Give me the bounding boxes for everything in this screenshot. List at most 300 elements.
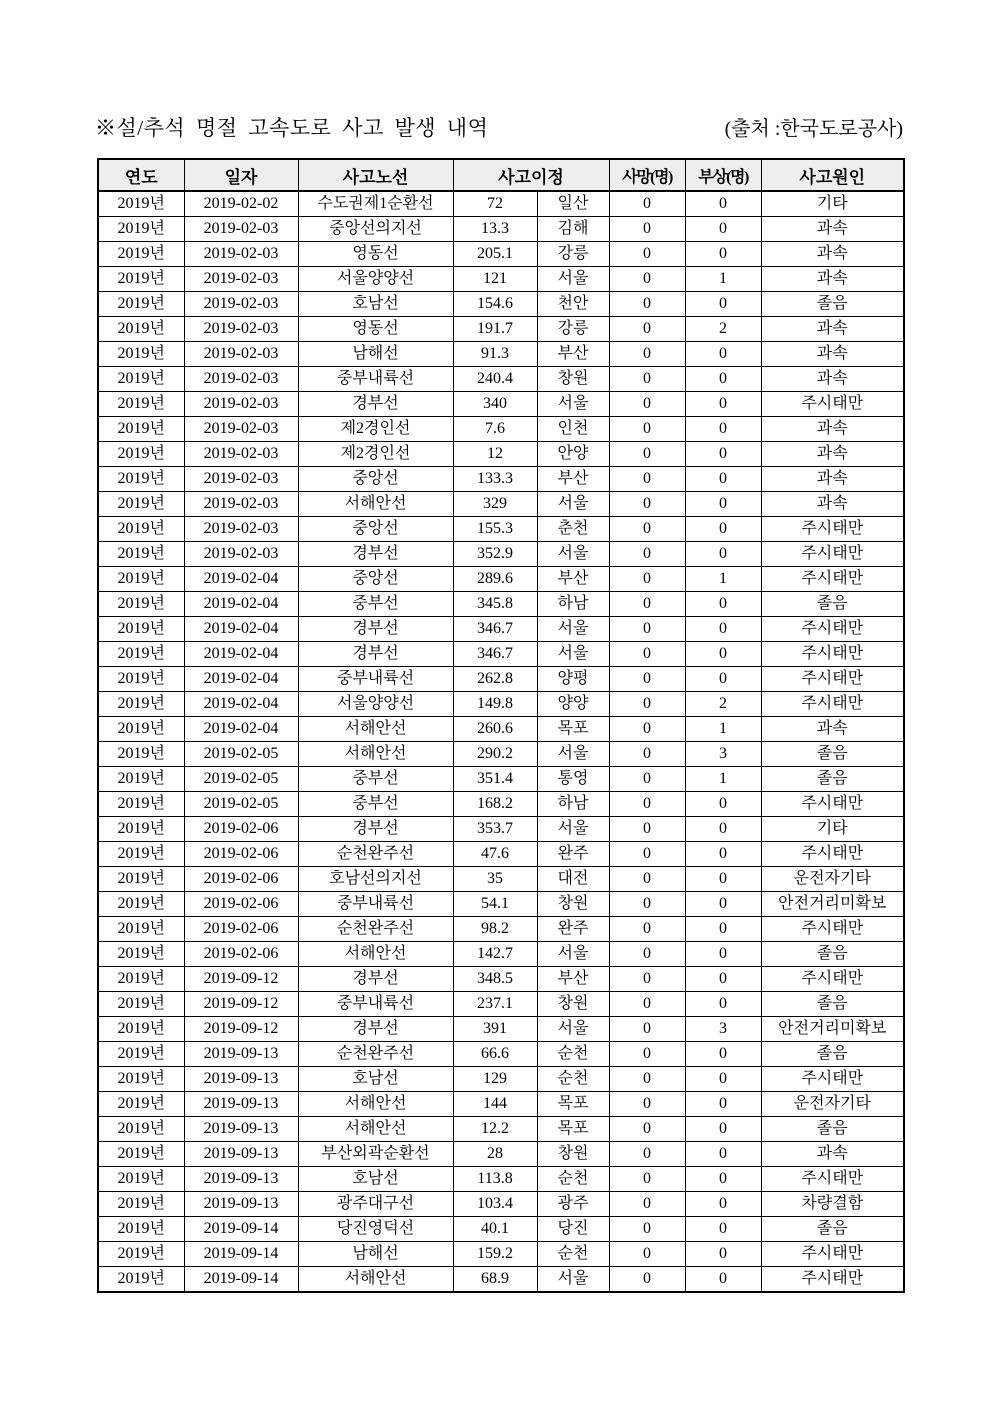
year-cell: 2019년 xyxy=(98,517,184,542)
milepost-area-cell: 안양 xyxy=(537,442,609,467)
milepost-area-cell: 서울 xyxy=(537,542,609,567)
title-row xyxy=(95,112,903,142)
year-cell: 2019년 xyxy=(98,1092,184,1117)
milepost-area-cell: 통영 xyxy=(537,767,609,792)
date-cell: 2019-09-12 xyxy=(184,1017,298,1042)
year-cell: 2019년 xyxy=(98,892,184,917)
year-cell: 2019년 xyxy=(98,617,184,642)
milepost-km-cell: 240.4 xyxy=(453,367,537,392)
injuries-cell: 1 xyxy=(685,767,761,792)
milepost-km-cell: 351.4 xyxy=(453,767,537,792)
deaths-cell: 0 xyxy=(609,267,685,292)
cause-cell: 과속 xyxy=(761,217,904,242)
year-cell: 2019년 xyxy=(98,267,184,292)
table-row xyxy=(98,467,904,492)
year-cell: 2019년 xyxy=(98,1067,184,1092)
milepost-area-cell: 목포 xyxy=(537,1117,609,1142)
date-cell: 2019-09-14 xyxy=(184,1267,298,1293)
table-row xyxy=(98,567,904,592)
milepost-km-cell: 205.1 xyxy=(453,242,537,267)
milepost-area-cell: 김해 xyxy=(537,217,609,242)
route-cell: 중부내륙선 xyxy=(298,667,453,692)
injuries-cell: 0 xyxy=(685,367,761,392)
milepost-area-cell: 인천 xyxy=(537,417,609,442)
table-row xyxy=(98,642,904,667)
injuries-cell: 0 xyxy=(685,942,761,967)
milepost-km-cell: 345.8 xyxy=(453,592,537,617)
route-cell: 서해안선 xyxy=(298,742,453,767)
deaths-cell: 0 xyxy=(609,217,685,242)
injuries-cell: 0 xyxy=(685,1117,761,1142)
cause-cell: 졸음 xyxy=(761,592,904,617)
deaths-cell: 0 xyxy=(609,191,685,217)
milepost-area-cell: 서울 xyxy=(537,1267,609,1293)
date-cell: 2019-09-13 xyxy=(184,1117,298,1142)
year-cell: 2019년 xyxy=(98,1042,184,1067)
route-cell: 제2경인선 xyxy=(298,417,453,442)
milepost-km-cell: 340 xyxy=(453,392,537,417)
milepost-area-cell: 일산 xyxy=(537,191,609,217)
table-row xyxy=(98,542,904,567)
table-row xyxy=(98,1167,904,1192)
date-cell: 2019-09-12 xyxy=(184,992,298,1017)
deaths-cell: 0 xyxy=(609,642,685,667)
milepost-area-cell: 순천 xyxy=(537,1042,609,1067)
cause-cell: 과속 xyxy=(761,267,904,292)
route-cell: 호남선의지선 xyxy=(298,867,453,892)
route-cell: 경부선 xyxy=(298,392,453,417)
date-cell: 2019-02-02 xyxy=(184,191,298,217)
milepost-area-cell: 부산 xyxy=(537,967,609,992)
cause-cell: 주시태만 xyxy=(761,917,904,942)
date-cell: 2019-09-13 xyxy=(184,1092,298,1117)
cause-cell: 주시태만 xyxy=(761,1242,904,1267)
deaths-cell: 0 xyxy=(609,717,685,742)
route-cell: 서해안선 xyxy=(298,942,453,967)
table-row xyxy=(98,1017,904,1042)
table-row xyxy=(98,242,904,267)
cause-cell: 과속 xyxy=(761,417,904,442)
milepost-km-cell: 149.8 xyxy=(453,692,537,717)
date-cell: 2019-02-03 xyxy=(184,442,298,467)
milepost-km-cell: 290.2 xyxy=(453,742,537,767)
injuries-cell: 0 xyxy=(685,492,761,517)
injuries-cell: 0 xyxy=(685,217,761,242)
table-row xyxy=(98,817,904,842)
deaths-cell: 0 xyxy=(609,1242,685,1267)
cause-cell: 기타 xyxy=(761,191,904,217)
table-row xyxy=(98,667,904,692)
cause-cell: 주시태만 xyxy=(761,842,904,867)
header-injuries: 부상(명) xyxy=(685,159,761,191)
milepost-km-cell: 68.9 xyxy=(453,1267,537,1293)
table-row xyxy=(98,692,904,717)
milepost-km-cell: 352.9 xyxy=(453,542,537,567)
deaths-cell: 0 xyxy=(609,542,685,567)
milepost-km-cell: 260.6 xyxy=(453,717,537,742)
cause-cell: 주시태만 xyxy=(761,642,904,667)
cause-cell: 주시태만 xyxy=(761,667,904,692)
cause-cell: 과속 xyxy=(761,367,904,392)
year-cell: 2019년 xyxy=(98,342,184,367)
injuries-cell: 0 xyxy=(685,967,761,992)
date-cell: 2019-02-04 xyxy=(184,567,298,592)
date-cell: 2019-09-13 xyxy=(184,1167,298,1192)
deaths-cell: 0 xyxy=(609,842,685,867)
date-cell: 2019-02-03 xyxy=(184,267,298,292)
milepost-area-cell: 순천 xyxy=(537,1167,609,1192)
injuries-cell: 1 xyxy=(685,567,761,592)
deaths-cell: 0 xyxy=(609,317,685,342)
date-cell: 2019-02-04 xyxy=(184,667,298,692)
milepost-area-cell: 서울 xyxy=(537,642,609,667)
milepost-area-cell: 창원 xyxy=(537,1142,609,1167)
milepost-area-cell: 춘천 xyxy=(537,517,609,542)
deaths-cell: 0 xyxy=(609,667,685,692)
cause-cell: 졸음 xyxy=(761,742,904,767)
deaths-cell: 0 xyxy=(609,792,685,817)
table-row xyxy=(98,717,904,742)
table-row xyxy=(98,917,904,942)
injuries-cell: 0 xyxy=(685,542,761,567)
route-cell: 순천완주선 xyxy=(298,1042,453,1067)
milepost-km-cell: 154.6 xyxy=(453,292,537,317)
route-cell: 경부선 xyxy=(298,1017,453,1042)
injuries-cell: 0 xyxy=(685,642,761,667)
table-row xyxy=(98,392,904,417)
milepost-km-cell: 40.1 xyxy=(453,1217,537,1242)
route-cell: 서울양양선 xyxy=(298,692,453,717)
year-cell: 2019년 xyxy=(98,767,184,792)
route-cell: 경부선 xyxy=(298,542,453,567)
milepost-km-cell: 47.6 xyxy=(453,842,537,867)
deaths-cell: 0 xyxy=(609,917,685,942)
year-cell: 2019년 xyxy=(98,1142,184,1167)
milepost-area-cell: 순천 xyxy=(537,1067,609,1092)
injuries-cell: 0 xyxy=(685,992,761,1017)
milepost-km-cell: 144 xyxy=(453,1092,537,1117)
table-row xyxy=(98,1092,904,1117)
milepost-km-cell: 353.7 xyxy=(453,817,537,842)
date-cell: 2019-02-06 xyxy=(184,892,298,917)
deaths-cell: 0 xyxy=(609,567,685,592)
table-row xyxy=(98,492,904,517)
milepost-area-cell: 창원 xyxy=(537,892,609,917)
deaths-cell: 0 xyxy=(609,692,685,717)
date-cell: 2019-02-04 xyxy=(184,617,298,642)
route-cell: 경부선 xyxy=(298,817,453,842)
milepost-area-cell: 하남 xyxy=(537,592,609,617)
year-cell: 2019년 xyxy=(98,842,184,867)
year-cell: 2019년 xyxy=(98,1017,184,1042)
cause-cell: 주시태만 xyxy=(761,392,904,417)
milepost-area-cell: 서울 xyxy=(537,1017,609,1042)
injuries-cell: 0 xyxy=(685,592,761,617)
milepost-area-cell: 서울 xyxy=(537,617,609,642)
cause-cell: 주시태만 xyxy=(761,792,904,817)
route-cell: 순천완주선 xyxy=(298,842,453,867)
route-cell: 경부선 xyxy=(298,642,453,667)
header-route: 사고노선 xyxy=(298,159,453,191)
deaths-cell: 0 xyxy=(609,742,685,767)
year-cell: 2019년 xyxy=(98,867,184,892)
date-cell: 2019-02-04 xyxy=(184,717,298,742)
deaths-cell: 0 xyxy=(609,467,685,492)
milepost-area-cell: 강릉 xyxy=(537,242,609,267)
route-cell: 중앙선의지선 xyxy=(298,217,453,242)
year-cell: 2019년 xyxy=(98,467,184,492)
milepost-km-cell: 54.1 xyxy=(453,892,537,917)
year-cell: 2019년 xyxy=(98,492,184,517)
cause-cell: 주시태만 xyxy=(761,1167,904,1192)
injuries-cell: 0 xyxy=(685,1092,761,1117)
route-cell: 순천완주선 xyxy=(298,917,453,942)
cause-cell: 졸음 xyxy=(761,1042,904,1067)
year-cell: 2019년 xyxy=(98,742,184,767)
year-cell: 2019년 xyxy=(98,667,184,692)
header-deaths: 사망(명) xyxy=(609,159,685,191)
deaths-cell: 0 xyxy=(609,942,685,967)
year-cell: 2019년 xyxy=(98,442,184,467)
cause-cell: 과속 xyxy=(761,342,904,367)
route-cell: 중앙선 xyxy=(298,567,453,592)
route-cell: 남해선 xyxy=(298,1242,453,1267)
date-cell: 2019-02-03 xyxy=(184,417,298,442)
header-row xyxy=(98,159,904,191)
cause-cell: 주시태만 xyxy=(761,542,904,567)
date-cell: 2019-02-04 xyxy=(184,692,298,717)
cause-cell: 졸음 xyxy=(761,942,904,967)
injuries-cell: 1 xyxy=(685,267,761,292)
route-cell: 제2경인선 xyxy=(298,442,453,467)
route-cell: 중부내륙선 xyxy=(298,992,453,1017)
injuries-cell: 0 xyxy=(685,667,761,692)
injuries-cell: 0 xyxy=(685,842,761,867)
table-row xyxy=(98,867,904,892)
deaths-cell: 0 xyxy=(609,592,685,617)
route-cell: 중부선 xyxy=(298,792,453,817)
route-cell: 중앙선 xyxy=(298,467,453,492)
table-row xyxy=(98,1242,904,1267)
milepost-area-cell: 강릉 xyxy=(537,317,609,342)
injuries-cell: 3 xyxy=(685,1017,761,1042)
table-row xyxy=(98,942,904,967)
year-cell: 2019년 xyxy=(98,717,184,742)
date-cell: 2019-02-03 xyxy=(184,542,298,567)
year-cell: 2019년 xyxy=(98,1217,184,1242)
table-header xyxy=(98,159,904,191)
milepost-area-cell: 광주 xyxy=(537,1192,609,1217)
year-cell: 2019년 xyxy=(98,992,184,1017)
milepost-area-cell: 당진 xyxy=(537,1217,609,1242)
route-cell: 서울양양선 xyxy=(298,267,453,292)
year-cell: 2019년 xyxy=(98,692,184,717)
table-row xyxy=(98,892,904,917)
cause-cell: 주시태만 xyxy=(761,617,904,642)
cause-cell: 운전자기타 xyxy=(761,1092,904,1117)
date-cell: 2019-02-03 xyxy=(184,467,298,492)
cause-cell: 졸음 xyxy=(761,1117,904,1142)
date-cell: 2019-09-14 xyxy=(184,1217,298,1242)
year-cell: 2019년 xyxy=(98,942,184,967)
date-cell: 2019-09-13 xyxy=(184,1042,298,1067)
milepost-area-cell: 대전 xyxy=(537,867,609,892)
deaths-cell: 0 xyxy=(609,1142,685,1167)
table-row xyxy=(98,517,904,542)
table-row xyxy=(98,1067,904,1092)
injuries-cell: 0 xyxy=(685,792,761,817)
deaths-cell: 0 xyxy=(609,1017,685,1042)
date-cell: 2019-02-06 xyxy=(184,917,298,942)
milepost-km-cell: 103.4 xyxy=(453,1192,537,1217)
date-cell: 2019-02-03 xyxy=(184,317,298,342)
table-row xyxy=(98,842,904,867)
milepost-area-cell: 서울 xyxy=(537,742,609,767)
year-cell: 2019년 xyxy=(98,392,184,417)
route-cell: 광주대구선 xyxy=(298,1192,453,1217)
deaths-cell: 0 xyxy=(609,492,685,517)
milepost-area-cell: 서울 xyxy=(537,492,609,517)
milepost-km-cell: 391 xyxy=(453,1017,537,1042)
accident-table-body xyxy=(98,191,904,1292)
date-cell: 2019-02-03 xyxy=(184,292,298,317)
milepost-area-cell: 순천 xyxy=(537,1242,609,1267)
milepost-area-cell: 서울 xyxy=(537,942,609,967)
injuries-cell: 0 xyxy=(685,892,761,917)
table-row xyxy=(98,191,904,217)
year-cell: 2019년 xyxy=(98,191,184,217)
date-cell: 2019-02-05 xyxy=(184,767,298,792)
table-row xyxy=(98,992,904,1017)
route-cell: 서해안선 xyxy=(298,1117,453,1142)
date-cell: 2019-02-06 xyxy=(184,842,298,867)
injuries-cell: 0 xyxy=(685,1192,761,1217)
year-cell: 2019년 xyxy=(98,317,184,342)
year-cell: 2019년 xyxy=(98,917,184,942)
deaths-cell: 0 xyxy=(609,342,685,367)
route-cell: 중부선 xyxy=(298,767,453,792)
milepost-km-cell: 66.6 xyxy=(453,1042,537,1067)
injuries-cell: 0 xyxy=(685,342,761,367)
header-milepost: 사고이정 xyxy=(453,159,609,191)
header-year: 연도 xyxy=(98,159,184,191)
injuries-cell: 0 xyxy=(685,417,761,442)
route-cell: 당진영덕선 xyxy=(298,1217,453,1242)
year-cell: 2019년 xyxy=(98,367,184,392)
deaths-cell: 0 xyxy=(609,292,685,317)
milepost-km-cell: 35 xyxy=(453,867,537,892)
milepost-km-cell: 142.7 xyxy=(453,942,537,967)
date-cell: 2019-09-13 xyxy=(184,1067,298,1092)
page-title: ※설/추석 명절 고속도로 사고 발생 내역 xyxy=(95,116,489,140)
year-cell: 2019년 xyxy=(98,542,184,567)
date-cell: 2019-02-06 xyxy=(184,942,298,967)
deaths-cell: 0 xyxy=(609,517,685,542)
deaths-cell: 0 xyxy=(609,992,685,1017)
year-cell: 2019년 xyxy=(98,417,184,442)
milepost-area-cell: 목포 xyxy=(537,717,609,742)
route-cell: 서해안선 xyxy=(298,717,453,742)
injuries-cell: 0 xyxy=(685,1067,761,1092)
milepost-km-cell: 98.2 xyxy=(453,917,537,942)
date-cell: 2019-09-13 xyxy=(184,1142,298,1167)
route-cell: 중부내륙선 xyxy=(298,367,453,392)
deaths-cell: 0 xyxy=(609,367,685,392)
route-cell: 중부선 xyxy=(298,592,453,617)
milepost-km-cell: 289.6 xyxy=(453,567,537,592)
table-row xyxy=(98,1142,904,1167)
header-date: 일자 xyxy=(184,159,298,191)
table-row xyxy=(98,217,904,242)
injuries-cell: 0 xyxy=(685,1142,761,1167)
cause-cell: 과속 xyxy=(761,492,904,517)
injuries-cell: 0 xyxy=(685,917,761,942)
injuries-cell: 1 xyxy=(685,717,761,742)
route-cell: 부산외곽순환선 xyxy=(298,1142,453,1167)
route-cell: 남해선 xyxy=(298,342,453,367)
deaths-cell: 0 xyxy=(609,1117,685,1142)
table-row xyxy=(98,292,904,317)
milepost-area-cell: 서울 xyxy=(537,392,609,417)
milepost-km-cell: 237.1 xyxy=(453,992,537,1017)
cause-cell: 졸음 xyxy=(761,767,904,792)
deaths-cell: 0 xyxy=(609,1092,685,1117)
cause-cell: 주시태만 xyxy=(761,967,904,992)
injuries-cell: 0 xyxy=(685,191,761,217)
milepost-area-cell: 양양 xyxy=(537,692,609,717)
date-cell: 2019-02-03 xyxy=(184,517,298,542)
cause-cell: 안전거리미확보 xyxy=(761,892,904,917)
date-cell: 2019-02-03 xyxy=(184,367,298,392)
year-cell: 2019년 xyxy=(98,1192,184,1217)
cause-cell: 과속 xyxy=(761,467,904,492)
milepost-km-cell: 346.7 xyxy=(453,642,537,667)
deaths-cell: 0 xyxy=(609,1042,685,1067)
header-cause: 사고원인 xyxy=(761,159,904,191)
deaths-cell: 0 xyxy=(609,442,685,467)
route-cell: 서해안선 xyxy=(298,492,453,517)
table-row xyxy=(98,442,904,467)
table-row xyxy=(98,967,904,992)
date-cell: 2019-02-03 xyxy=(184,242,298,267)
cause-cell: 주시태만 xyxy=(761,517,904,542)
milepost-area-cell: 부산 xyxy=(537,342,609,367)
cause-cell: 과속 xyxy=(761,242,904,267)
year-cell: 2019년 xyxy=(98,1267,184,1293)
milepost-km-cell: 168.2 xyxy=(453,792,537,817)
year-cell: 2019년 xyxy=(98,217,184,242)
deaths-cell: 0 xyxy=(609,892,685,917)
injuries-cell: 0 xyxy=(685,467,761,492)
route-cell: 호남선 xyxy=(298,1067,453,1092)
injuries-cell: 0 xyxy=(685,1217,761,1242)
milepost-km-cell: 262.8 xyxy=(453,667,537,692)
table-row xyxy=(98,342,904,367)
deaths-cell: 0 xyxy=(609,1167,685,1192)
table-row xyxy=(98,1267,904,1293)
milepost-area-cell: 부산 xyxy=(537,467,609,492)
milepost-km-cell: 72 xyxy=(453,191,537,217)
route-cell: 서해안선 xyxy=(298,1092,453,1117)
table-row xyxy=(98,792,904,817)
deaths-cell: 0 xyxy=(609,617,685,642)
injuries-cell: 0 xyxy=(685,392,761,417)
date-cell: 2019-02-03 xyxy=(184,392,298,417)
table-row xyxy=(98,417,904,442)
year-cell: 2019년 xyxy=(98,792,184,817)
table-row xyxy=(98,1217,904,1242)
deaths-cell: 0 xyxy=(609,817,685,842)
